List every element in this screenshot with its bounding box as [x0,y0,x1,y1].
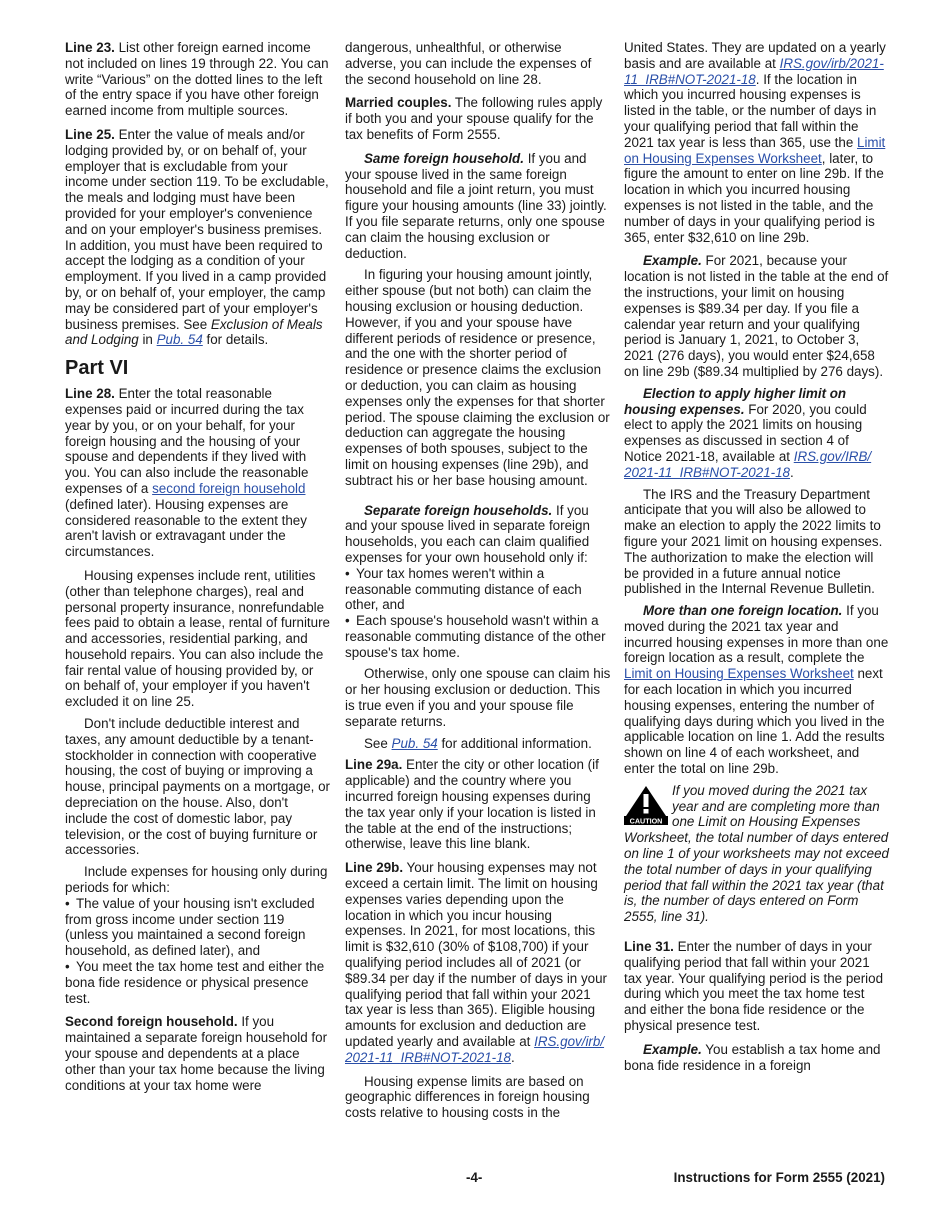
line29a-paragraph [345,757,611,852]
continued-text-c: , later, to figure the amount to enter on line 29b. If the location in which you incurred housing expenses is not listed in the table, and the number of days in your qualifying period is 365, enter $32,610 on line 29b. [624,150,884,245]
line25-in: in [138,332,157,348]
separate-households-paragraph [345,503,611,566]
housing-include-paragraph: Housing expenses include rent, utilities (other than telephone charges), real and personal property insurance, nonrefundable fees paid to obtain a lease, rental of furniture and accessories, residential parking, and household repairs. You can also include the fair rental value of housing provided by, or on behalf of, your employer if you haven't excluded it on line 25. [65,567,331,710]
page-footer [65,1170,885,1188]
married-text: The following rules apply if both you and your spouse qualify for the tax benefits of Form 2555. [345,95,603,142]
second-household-heading: Second foreign household. [65,1014,238,1030]
pub54-link[interactable]: Pub. 54 [391,735,438,751]
line25-text: Enter the value of meals and/or lodging provided by, or on behalf of, your employer that is excludable from your income under section 119. To be excludable, the meals and lodging must have been provided for your employer's convenience and on your employer's business premises. In addition, you must have been required to accept the lodging as a condition of your employment. If you lived in a camp provided by, or on behalf of, your employer, the camp may be considered part of your employer's business premises. See [65,126,329,332]
married-heading: Married couples. [345,95,452,111]
bullet-text: Each spouse's household wasn't within a reasonable commuting distance of the other spouse's tax home. [345,613,606,660]
list-item [345,613,611,660]
separate-households-heading: Separate foreign households. [364,502,553,518]
irs-irb-link[interactable]: IRS.gov/irb/2021-11_IRB#NOT-2021-18 [624,55,884,87]
bullet-icon: • [345,613,350,629]
second-household-text: If you maintained a separate foreign household for your spouse and dependents at a place other than your tax home because the living conditions at your tax home were [65,1014,328,1093]
second-foreign-household-link[interactable]: second foreign household [152,480,306,496]
example-heading: Example. [643,253,702,269]
otherwise-paragraph: Otherwise, only one spouse can claim his or her housing exclusion or deduction. This is true even if you and your spouse file separate returns. [345,666,611,729]
line31-heading: Line 31. [624,939,674,955]
caution-text: If you moved during the 2021 tax year and are completing more than one Limit on Housing Expenses Worksheet, the total number of days entered on line 1 of your worksheets may not exceed the total number of days in your qualifying period that fall within the 2021 tax year (that is, the number of days entered on Form 2555, line 31). [624,782,889,925]
bullet-icon: • [65,895,70,911]
housing-periods-paragraph: Include expenses for housing only during periods for which: [65,864,328,896]
more-location-end: next for each location in which you incurred housing expenses, entering the number of qualifying days during which you lived in the applicable location on line 1. Add the results shown on line 4 of each worksheet, and enter the total on line 29b. [624,666,885,777]
part-vi-heading: Part VI [65,357,129,380]
irs-irb-link[interactable]: IRS.gov/IRB/ 2021-11_IRB#NOT-2021-18 [624,448,872,480]
same-household-text: If you and your spouse lived in the same foreign household and file a joint return, you must figure your housing amounts (line 33) jointly. If you file separate returns, only one spouse can claim the housing exclusion or deduction. [345,150,607,261]
separate-households-text: If you and your spouse lived in separate foreign households, you each can claim qualified expenses for your own household only if: [345,502,590,565]
see-pub-paragraph [345,736,611,752]
election-paragraph [624,386,890,481]
caution-label: CAUTION [629,816,663,825]
example2-paragraph [624,1042,890,1074]
same-household-heading: Same foreign household. [364,150,524,166]
example2-heading: Example. [643,1041,702,1057]
column-2 [345,40,611,1127]
line28-heading: Line 28. [65,386,115,402]
example-paragraph [624,253,890,379]
second-household-paragraph [65,1014,331,1093]
line25-end: for details. [202,332,269,348]
line25-italic: Exclusion of Meals and Lodging [65,316,323,348]
continued-text-b: . If the location in which you incurred housing expenses is listed in the table, or the number of days in your qualifying period that fall within the 2021 tax year is less than 365, use the [624,71,877,150]
jointly-paragraph: In figuring your housing amount jointly, either spouse (but not both) can claim the housing exclusion or housing deduction. However, if you and your spouse have different periods of residence or presence, and the one with the shorter period of residence or presence claims the exclusion or deduction, you can claim as housing expenses only the expenses for that shorter period. The spouse claiming the exclusion or deduction can aggregate the housing expenses of both spouses, subject to the limit on housing expenses (line 29b), and subtract his or her base housing amount. [345,267,610,488]
see-text: See [364,735,392,751]
continued-paragraph: dangerous, unhealthful, or otherwise adverse, you can include the expenses of the second household on line 28. [345,40,592,87]
column-1 [65,40,331,1101]
list-item [65,896,331,959]
election-end: . [790,464,794,480]
caution-icon [624,785,668,825]
line23-paragraph [65,40,331,119]
page-number: -4- [466,1170,483,1185]
list-item [345,566,611,613]
example2-text: You establish a tax home and bona fide residence in a foreign [624,1041,881,1073]
bullet-icon: • [65,959,70,975]
line29b-end: . [511,1049,515,1065]
line31-paragraph [624,939,890,1034]
line29a-text: Enter the city or other location (if applicable) and the country where you incurred foreign housing expenses during the tax year only if your location is listed in the table at the end of the instructions; otherwise, leave this line blank. [345,757,599,852]
housing-dont-paragraph: Don't include deductible interest and taxes, any amount deductible by a tenant-stockholder in connection with cooperative housing, the cost of buying or improving a house, principal payments on a mortgage, or depreciation on the house. Also, don't include the cost of domestic labor, pay television, or the cost of buying furniture or accessories. [65,716,330,858]
election-heading: Election to apply higher limit on housing expenses. [624,385,847,417]
bullet-text: The value of your housing isn't excluded from gross income under section 119 (unless you maintained a second foreign household, as defined later), and [65,895,315,959]
bullet-icon: • [345,565,350,581]
line29b-paragraph [345,860,611,1065]
caution-box [624,783,890,925]
line29a-heading: Line 29a. [345,757,403,773]
list-item [65,959,331,1006]
line28-end: (defined later). Housing expenses are considered reasonable to the extent they aren't lavish or extravagant under the circumstances. [65,496,307,560]
example-text: For 2021, because your location is not listed in the table at the end of the instructions, your limit on housing expenses is $89.34 per day. If you file a calendar year return and your qualifying period is January 1, 2021, to October 3, 2021 (276 days), you would enter $24,658 on line 29b ($89.34 multiplied by 276 days). [624,253,889,379]
more-location-paragraph [624,603,890,777]
see-post-text: for additional information. [437,735,592,751]
irs-treasury-paragraph: The IRS and the Treasury Department anticipate that you will also be allowed to make an election to apply the 2022 limits to figure your 2021 limit on housing expenses. The authorization to make the election will be provided in a future annual notice published in the Internal Revenue Bulletin. [624,486,883,597]
more-location-heading: More than one foreign location. [643,603,843,619]
bullet-text: You meet the tax home test and either the bona fide residence or physical presence test. [65,959,325,1006]
footer-title: Instructions for Form 2555 (2021) [673,1170,885,1185]
line25-paragraph [65,127,331,348]
pub54-link[interactable]: Pub. 54 [156,332,203,348]
line28-paragraph [65,386,331,560]
bullet-text: Your tax homes weren't within a reasonable commuting distance of each other, and [345,565,582,613]
line29b-heading: Line 29b. [345,860,404,876]
line25-heading: Line 25. [65,126,115,142]
column-3 [624,40,890,1079]
line29b-text: Your housing expenses may not exceed a certain limit. The limit on housing expenses varies depending upon the location in which you incur housing expenses. In 2021, for most locations, this limit is $32,610 (30% of $108,700) if your qualifying period includes all of 2021 (or $89.34 per day if the number of days in your qualifying period that fall within your 2021 tax year is less than 365). Eligible housing amounts for exclusion and deduction are updated yearly and available at [345,860,608,1050]
line23-text: List other foreign earned income not included on lines 19 through 22. You can write “Various” on the dotted lines to the left of the entry space if you have other foreign earned income from multiple sources. [65,40,329,119]
limits-paragraph: Housing expense limits are based on geographic differences in foreign housing costs relative to housing costs in the [345,1073,590,1121]
continued-text: United States. They are updated on a yearly basis and are available at [624,40,886,71]
line31-text: Enter the number of days in your qualifying period that fall within your 2021 tax year. Your qualifying period is the period during which you meet the tax home test and either the bona fide residence or the physical presence test. [624,939,884,1034]
married-paragraph [345,95,611,142]
more-location-text: If you moved during the 2021 tax year and incurred housing expenses in more than one foreign location as a result, complete the [624,603,889,666]
irs-irb-link[interactable]: IRS.gov/irb/ 2021-11_IRB#NOT-2021-18 [345,1034,605,1065]
same-household-paragraph [345,151,611,262]
limit-worksheet-link[interactable]: Limit on Housing Expenses Worksheet [624,666,854,682]
election-text: For 2020, you could elect to apply the 2021 limits on housing expenses as discussed in section 4 of Notice 2021-18, available at [624,401,867,464]
continued-paragraph [624,40,890,245]
limit-worksheet-link[interactable]: Limit on Housing Expenses Worksheet [624,134,886,166]
line28-text: Enter the total reasonable expenses paid or incurred during the tax year by you, or on your behalf, for your foreign housing and the housing of your spouse and dependents if they lived with you. You can also include the reasonable expenses of a [65,386,309,496]
line23-heading: Line 23. [65,40,115,55]
